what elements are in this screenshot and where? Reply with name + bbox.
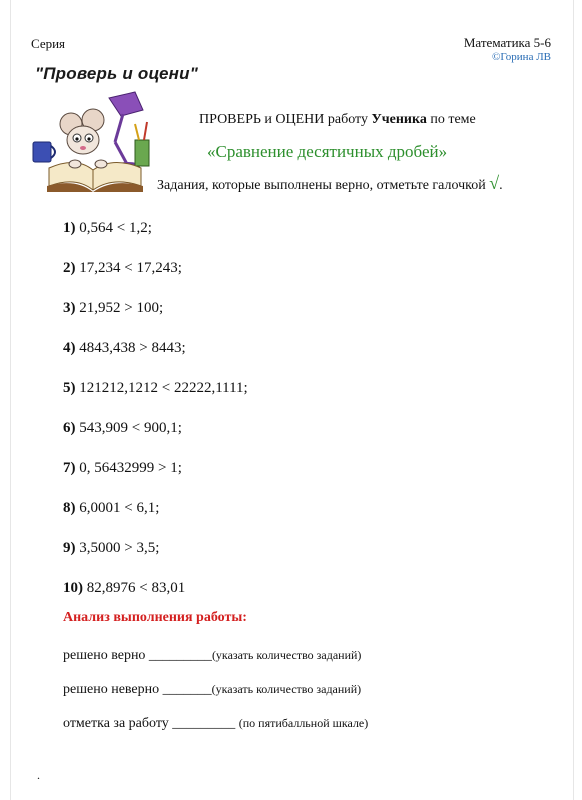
task-text: 121212,1212 < 22222,1111; [75, 380, 248, 396]
list-item [63, 338, 248, 378]
analysis-title: Анализ выполнения работы: [63, 610, 247, 625]
intro-text: ПРОВЕРЬ и ОЦЕНИ работу [199, 112, 372, 127]
footer-mark: . [37, 768, 40, 782]
list-item [63, 498, 248, 538]
task-text: 0,564 < 1,2; [75, 220, 152, 236]
intro-bold-student: Ученика [371, 112, 427, 127]
worksheet-page [10, 0, 574, 800]
series-label: Серия [31, 36, 66, 51]
task-text: 4843,438 > 8443; [75, 340, 186, 356]
instruction-text: Задания, которые выполнены верно, отметьте галочкой [157, 178, 490, 193]
task-list [63, 218, 248, 618]
topic-title: «Сравнение десятичных дробей» [207, 142, 448, 161]
checkmark-icon: √ [489, 173, 500, 193]
task-number: 4) [63, 340, 76, 356]
task-number: 3) [63, 300, 76, 316]
task-text: 21,952 > 100; [75, 300, 164, 316]
task-number: 2) [63, 260, 76, 276]
task-text: 543,909 < 900,1; [75, 420, 182, 436]
solved-right-note: (указать количество заданий) [211, 648, 362, 662]
task-text: 3,5000 > 3,5; [75, 540, 160, 556]
intro-text-end: по теме [426, 112, 476, 127]
grade-note: (по пятибалльной шкале) [238, 716, 369, 730]
grade-label: отметка за работу _________ [63, 716, 239, 731]
subject-label: Математика 5-6 [463, 35, 551, 50]
task-number: 10) [63, 580, 83, 596]
instruction-line [157, 173, 503, 194]
list-item [63, 258, 248, 298]
list-item [63, 378, 248, 418]
task-number: 5) [63, 380, 76, 396]
solved-wrong-line [63, 682, 361, 698]
author-label: ©Горина ЛВ [492, 51, 551, 63]
list-item [63, 218, 248, 258]
solved-right-line [63, 648, 361, 664]
list-item [63, 538, 248, 578]
task-number: 7) [63, 460, 76, 476]
logo-title: "Проверь и оцени" [35, 64, 198, 83]
grade-line [63, 716, 368, 732]
intro-line [199, 112, 476, 128]
solved-wrong-note: (указать количество заданий) [211, 682, 362, 696]
list-item [63, 298, 248, 338]
instruction-end: . [499, 178, 503, 193]
task-text: 82,8976 < 83,01 [83, 580, 186, 596]
header-right [464, 36, 551, 64]
list-item [63, 458, 248, 498]
task-text: 6,0001 < 6,1; [75, 500, 160, 516]
list-item [63, 418, 248, 458]
solved-wrong-label: решено неверно _______ [63, 682, 212, 697]
task-number: 1) [63, 220, 76, 236]
mouse-reading-illustration [31, 90, 156, 195]
task-text: 0, 56432999 > 1; [75, 460, 182, 476]
task-number: 8) [63, 500, 76, 516]
task-number: 6) [63, 420, 76, 436]
solved-right-label: решено верно _________ [63, 648, 212, 663]
task-text: 17,234 < 17,243; [75, 260, 182, 276]
task-number: 9) [63, 540, 76, 556]
